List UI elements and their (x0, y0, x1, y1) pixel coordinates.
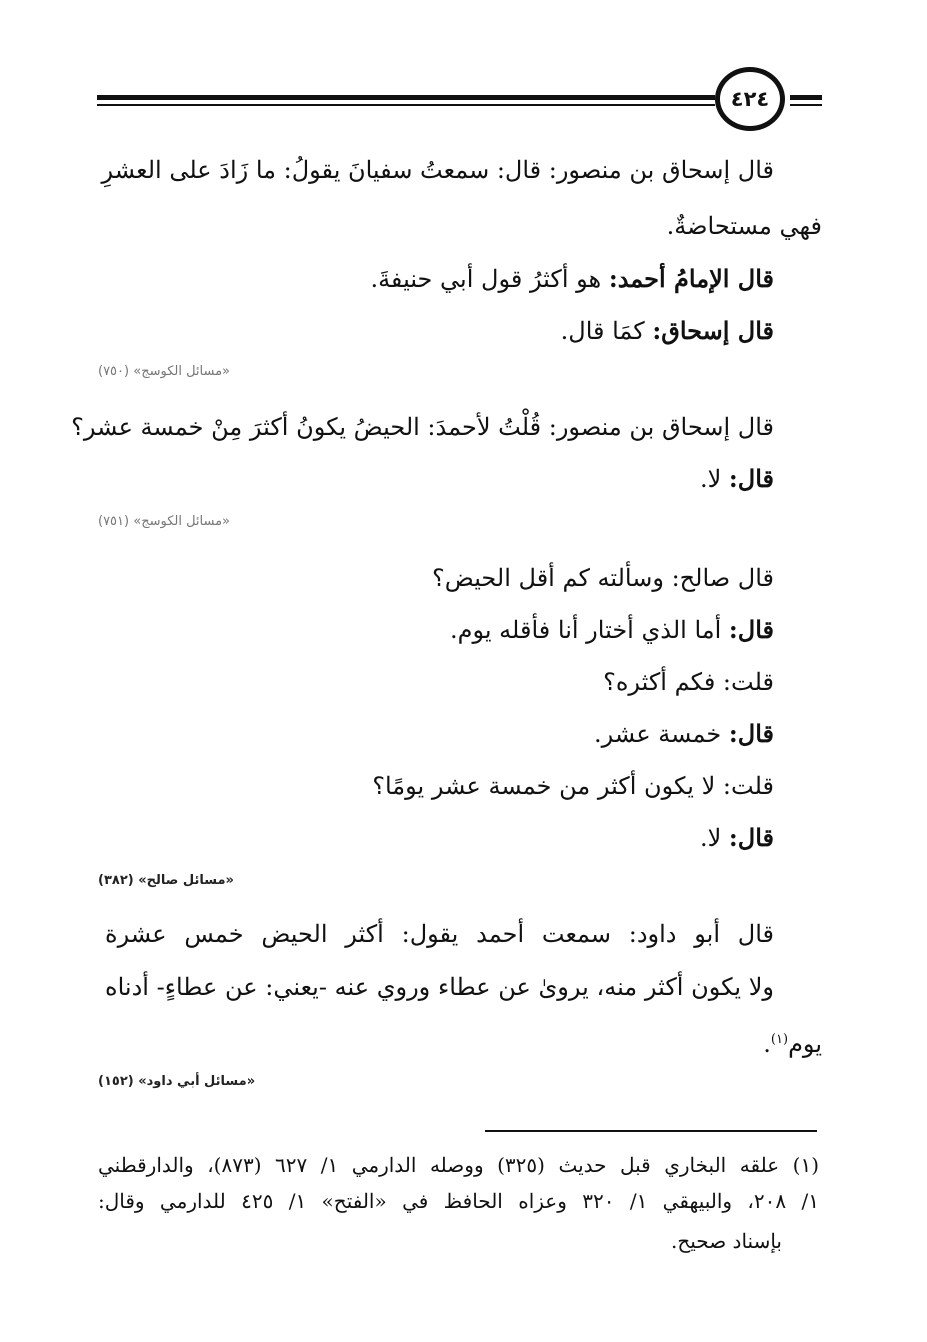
speech-text: هو أكثرُ قول أبي حنيفةَ. (370, 265, 609, 293)
speech-text: قلت: فكم أكثره؟ (603, 668, 774, 696)
source-citation: «مسائل أبي داود» (١٥٢) (98, 1074, 256, 1089)
source-citation: «مسائل الكوسج» (٧٥١) (98, 514, 231, 529)
text-line (603, 665, 774, 699)
speech-text: خمسة عشر. (594, 720, 729, 748)
footnote-line: ١/ ٢٠٨، والبيهقي ١/ ٣٢٠ وعزاه الحافظ في «الفتح» ١/ ٤٢٥ للدارمي وقال: (98, 1189, 819, 1213)
text-line (700, 462, 774, 496)
speech-text: . (763, 1030, 771, 1058)
text-line: قال إسحاق بن منصور: قُلْتُ لأحمدَ: الحيضُ يكونُ أكثرَ مِنْ خمسة عشر؟ (71, 413, 774, 441)
speech-text: يوم (788, 1030, 822, 1058)
speech-text: قلت: لا يكون أكثر من خمسة عشر يومًا؟ (372, 772, 774, 800)
speech-text: لا. (699, 465, 729, 493)
text-line (370, 262, 774, 296)
text-line (432, 561, 774, 595)
text-line (763, 1023, 822, 1061)
text-line: قال أبو داود: سمعت أحمد يقول: أكثر الحيض خمس عشرة (105, 920, 774, 948)
speaker-label: قال الإمامُ أحمد: (608, 264, 774, 293)
speaker-label: قال: (728, 823, 774, 852)
source-citation: «مسائل صالح» (٣٨٢) (98, 873, 234, 888)
footnote-divider (485, 1130, 817, 1132)
speaker-label: قال: (728, 464, 774, 493)
header-rule-thin-right (790, 104, 822, 106)
speech-text: لا. (699, 824, 729, 852)
text-line (594, 717, 774, 751)
text-line: ولا يكون أكثر منه، يروىٰ عن عطاء وروي عنه -يعني: عن عطاءٍ- أدناه (105, 973, 774, 1001)
text-line: فهي مستحاضةٌ. (666, 212, 822, 240)
speaker-label: قال: (728, 615, 774, 644)
header-rule-right (790, 95, 822, 100)
text-line (450, 613, 774, 647)
speech-text: أما الذي أختار أنا فأقله يوم. (449, 616, 729, 644)
text-line: قال إسحاق بن منصور: قال: سمعتُ سفيانَ يقولُ: ما زَادَ على العشرِ (101, 156, 774, 184)
speech-text: كمَا قال. (560, 317, 653, 345)
text-line (561, 314, 774, 348)
speaker-label: قال: (728, 719, 774, 748)
source-citation: «مسائل الكوسج» (٧٥٠) (98, 364, 231, 379)
header-rule-thin (97, 104, 715, 106)
footnote-line: بإسناد صحيح. (670, 1229, 782, 1253)
footnote-line: (١) علقه البخاري قبل حديث (٣٢٥) ووصله الدارمي ١/ ٦٢٧ (٨٧٣)، والدارقطني (98, 1153, 819, 1177)
speech-text: قال صالح: وسألته كم أقل الحيض؟ (432, 564, 774, 592)
text-line (700, 821, 774, 855)
speaker-label: قال إسحاق: (652, 316, 774, 345)
text-line (372, 769, 774, 803)
footnote-reference[interactable]: (١) (770, 1032, 789, 1047)
page-number: ٤٢٤ (715, 67, 785, 131)
header-rule (97, 95, 715, 100)
